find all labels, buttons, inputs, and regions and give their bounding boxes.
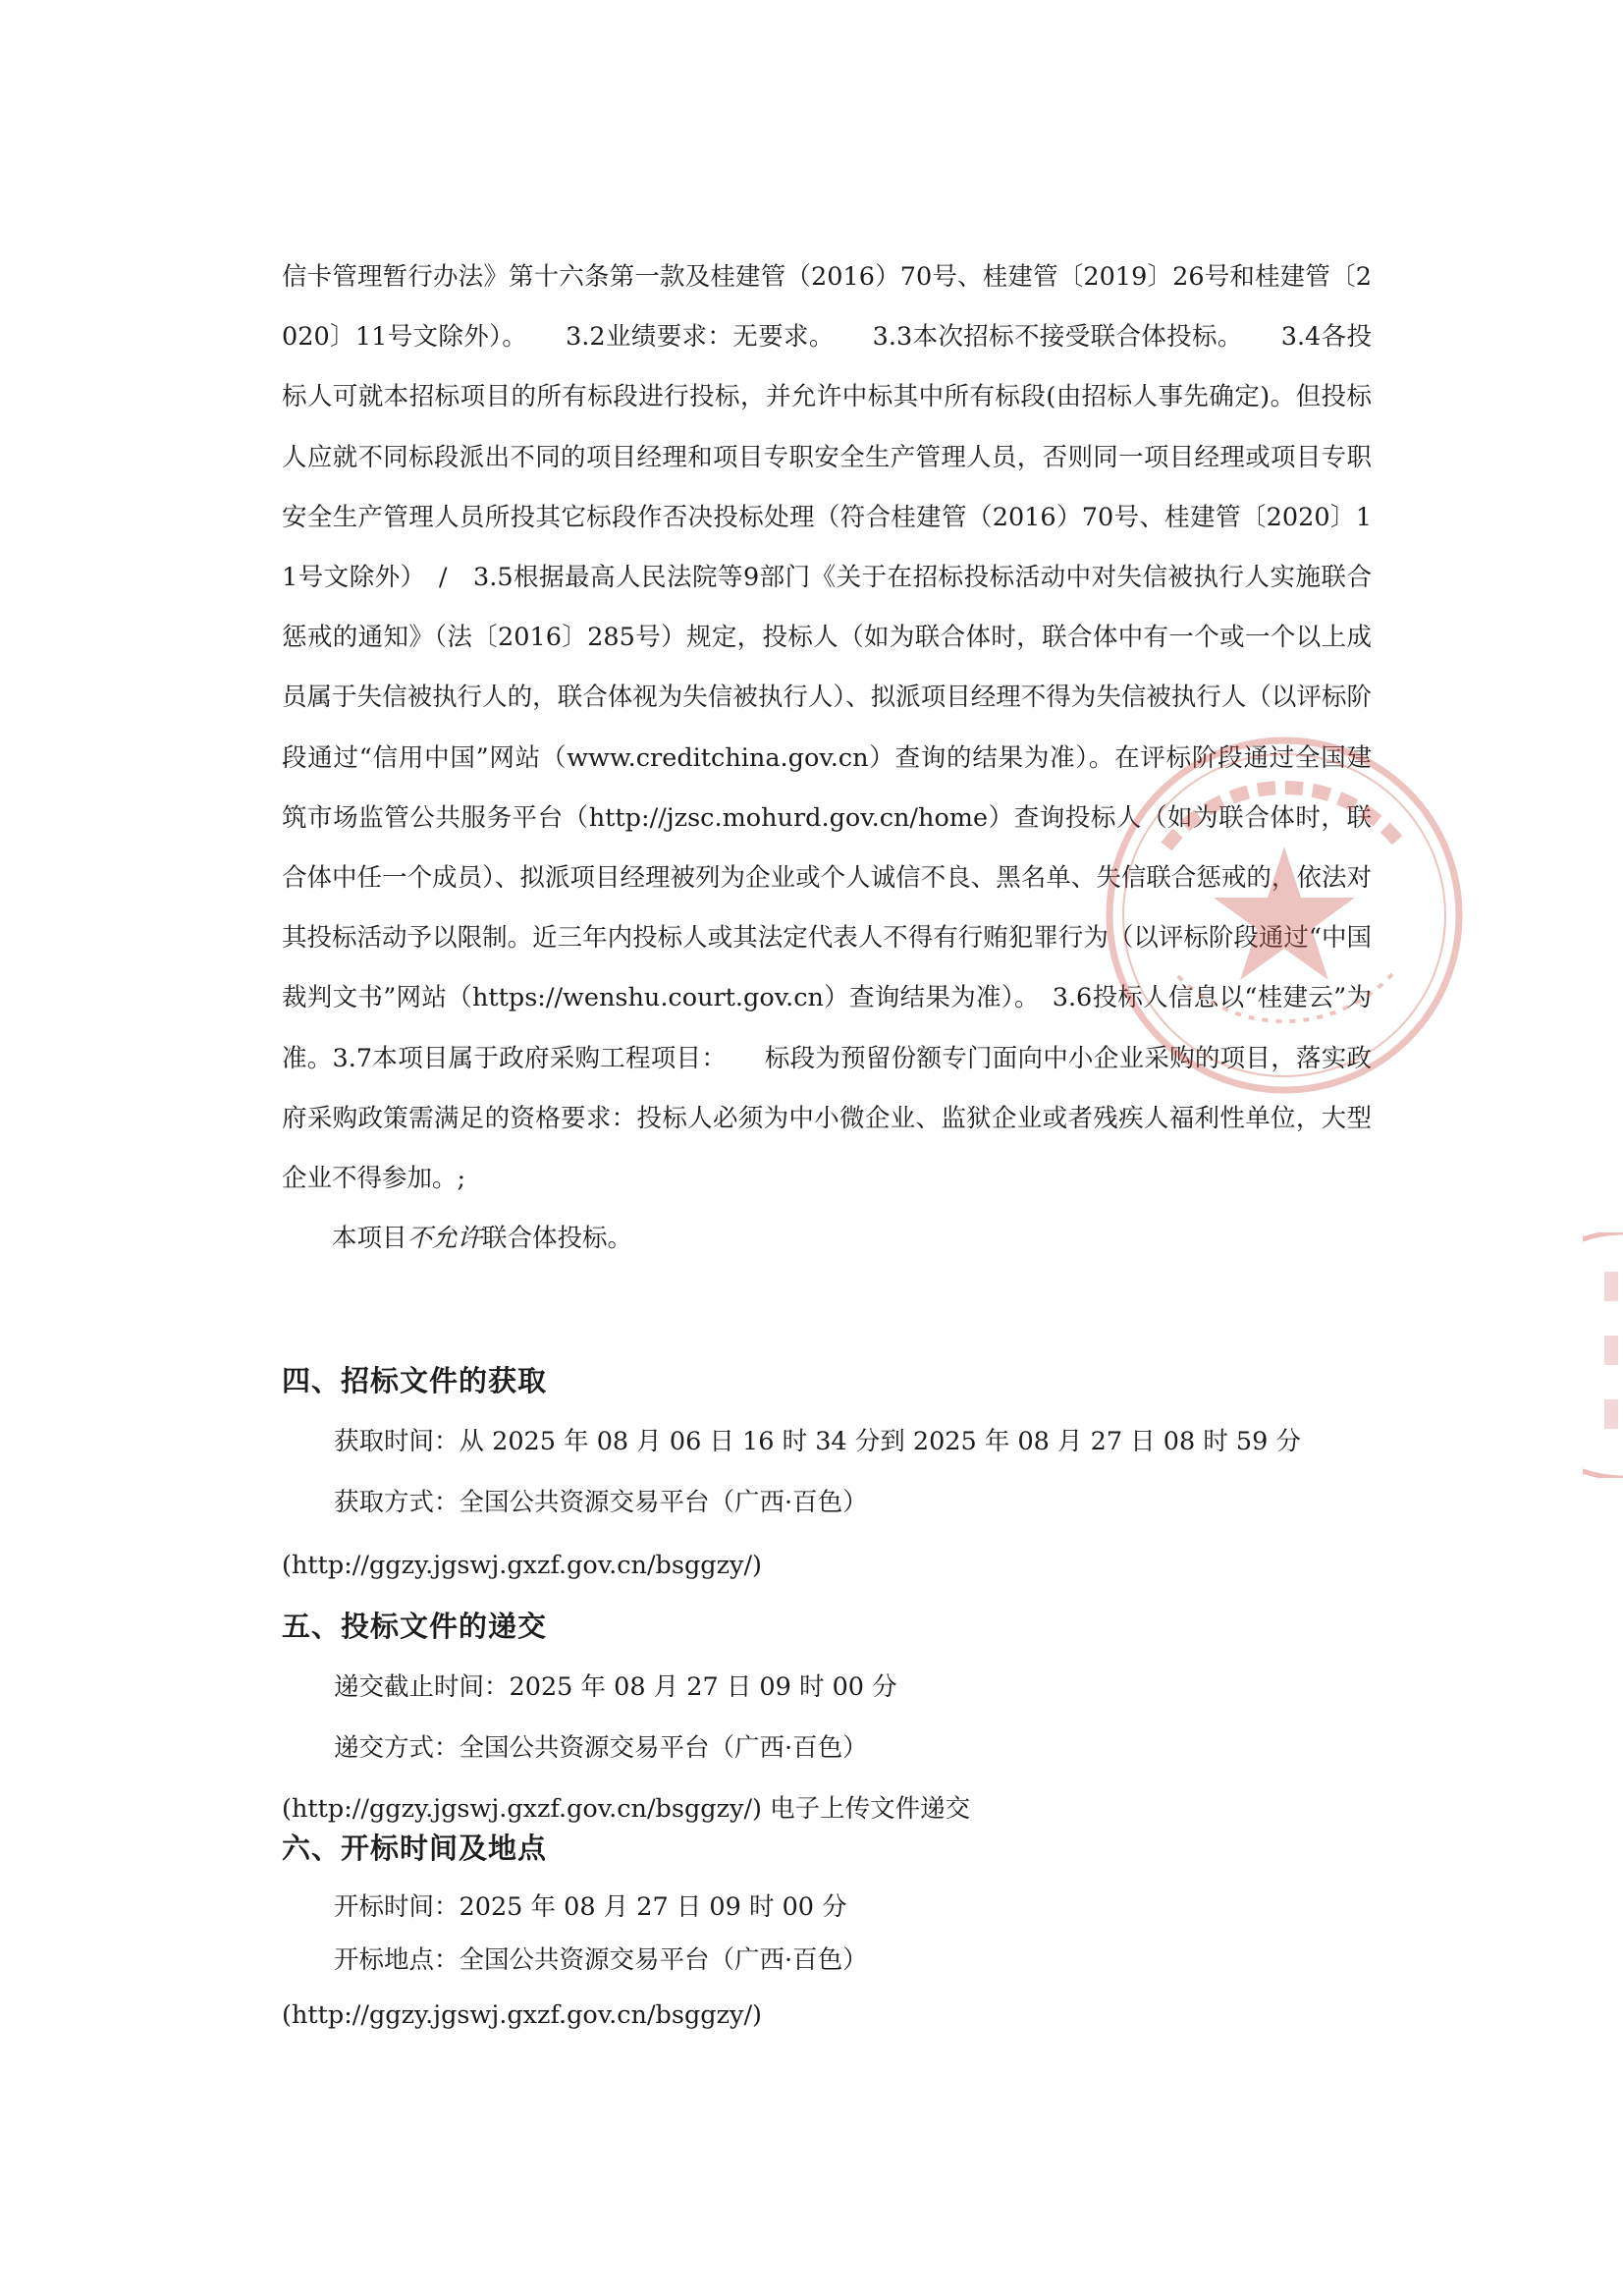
submission-method: 递交方式：全国公共资源交易平台（广西·百色） xyxy=(334,1733,868,1763)
acquisition-url: (http://ggzy.jgswj.gxzf.gov.cn/bsggzy/) xyxy=(282,1551,762,1580)
section-3-continued xyxy=(282,247,1372,1269)
acquisition-time: 获取时间：从 2025 年 08 月 06 日 16 时 34 分到 2025 年 08 月 27 日 08 时 59 分 xyxy=(334,1427,1301,1456)
joint-venture-not-allowed: 不允许 xyxy=(406,1224,483,1254)
section-4-heading: 四、招标文件的获取 xyxy=(282,1364,548,1397)
joint-venture-statement xyxy=(282,1209,1372,1269)
opening-time: 开标时间：2025 年 08 月 27 日 09 时 00 分 xyxy=(334,1892,847,1922)
opening-place: 开标地点：全国公共资源交易平台（广西·百色） xyxy=(334,1945,868,1975)
opening-url: (http://ggzy.jgswj.gxzf.gov.cn/bsggzy/) xyxy=(282,2000,762,2030)
eligibility-paragraph: 信卡管理暂行办法》第十六条第一款及桂建管（2016）70号、桂建管〔2019〕26号和桂建管〔2020〕11号文除外）。 3.2业绩要求：无要求。 3.3本次招标不接受联合体投标。 3.4各投标人可就本招标项目的所有标段进行投标，并允许中标其中所有标段(由招标人事先确定)。但投标人应就不同标段派出不同的项目经理和项目专职安全生产管理人员，否则同一项目经理或项目专职安全生产管理人员所投其它标段作否决投标处理（符合桂建管（2016）70号、桂建管〔2020〕11号文除外） / 3.5根据最高人民法院等9部门《关于在招标投标活动中对失信被执行人实施联合惩戒的通知》（法〔2016〕285号）规定，投标人（如为联合体时，联合体中有一个或一个以上成员属于失信被执行人的，联合体视为失信被执行人）、拟派项目经理不得为失信被执行人（以评标阶段通过“信用中国”网站（www.creditchina.gov.cn）查询的结果为准）。在评标阶段通过全国建筑市场监管公共服务平台（http://jzsc.mohurd.gov.cn/home）查询投标人（如为联合体时，联合体中任一个成员）、拟派项目经理被列为企业或个人诚信不良、黑名单、失信联合惩戒的，依法对其投标活动予以限制。近三年内投标人或其法定代表人不得有行贿犯罪行为（以评标阶段通过“中国裁判文书”网站（https://wenshu.court.gov.cn）查询结果为准）。 3.6投标人信息以“桂建云”为准。3.7本项目属于政府采购工程项目： 标段为预留份额专门面向中小企业采购的项目，落实政府采购政策需满足的资格要求：投标人必须为中小微企业、监狱企业或者残疾人福利性单位，大型企业不得参加。; xyxy=(282,262,1372,1194)
submission-url: (http://ggzy.jgswj.gxzf.gov.cn/bsggzy/) 电子上传文件递交 xyxy=(282,1794,971,1824)
joint-venture-suffix: 联合体投标。 xyxy=(482,1224,633,1254)
edge-seal-mark-icon xyxy=(1583,1232,1623,1478)
acquisition-method: 获取方式：全国公共资源交易平台（广西·百色） xyxy=(334,1488,868,1517)
section-6-heading: 六、开标时间及地点 xyxy=(282,1831,548,1865)
section-5-heading: 五、投标文件的递交 xyxy=(282,1610,548,1643)
submission-deadline: 递交截止时间：2025 年 08 月 27 日 09 时 00 分 xyxy=(334,1672,897,1702)
joint-venture-prefix: 本项目 xyxy=(332,1224,407,1254)
